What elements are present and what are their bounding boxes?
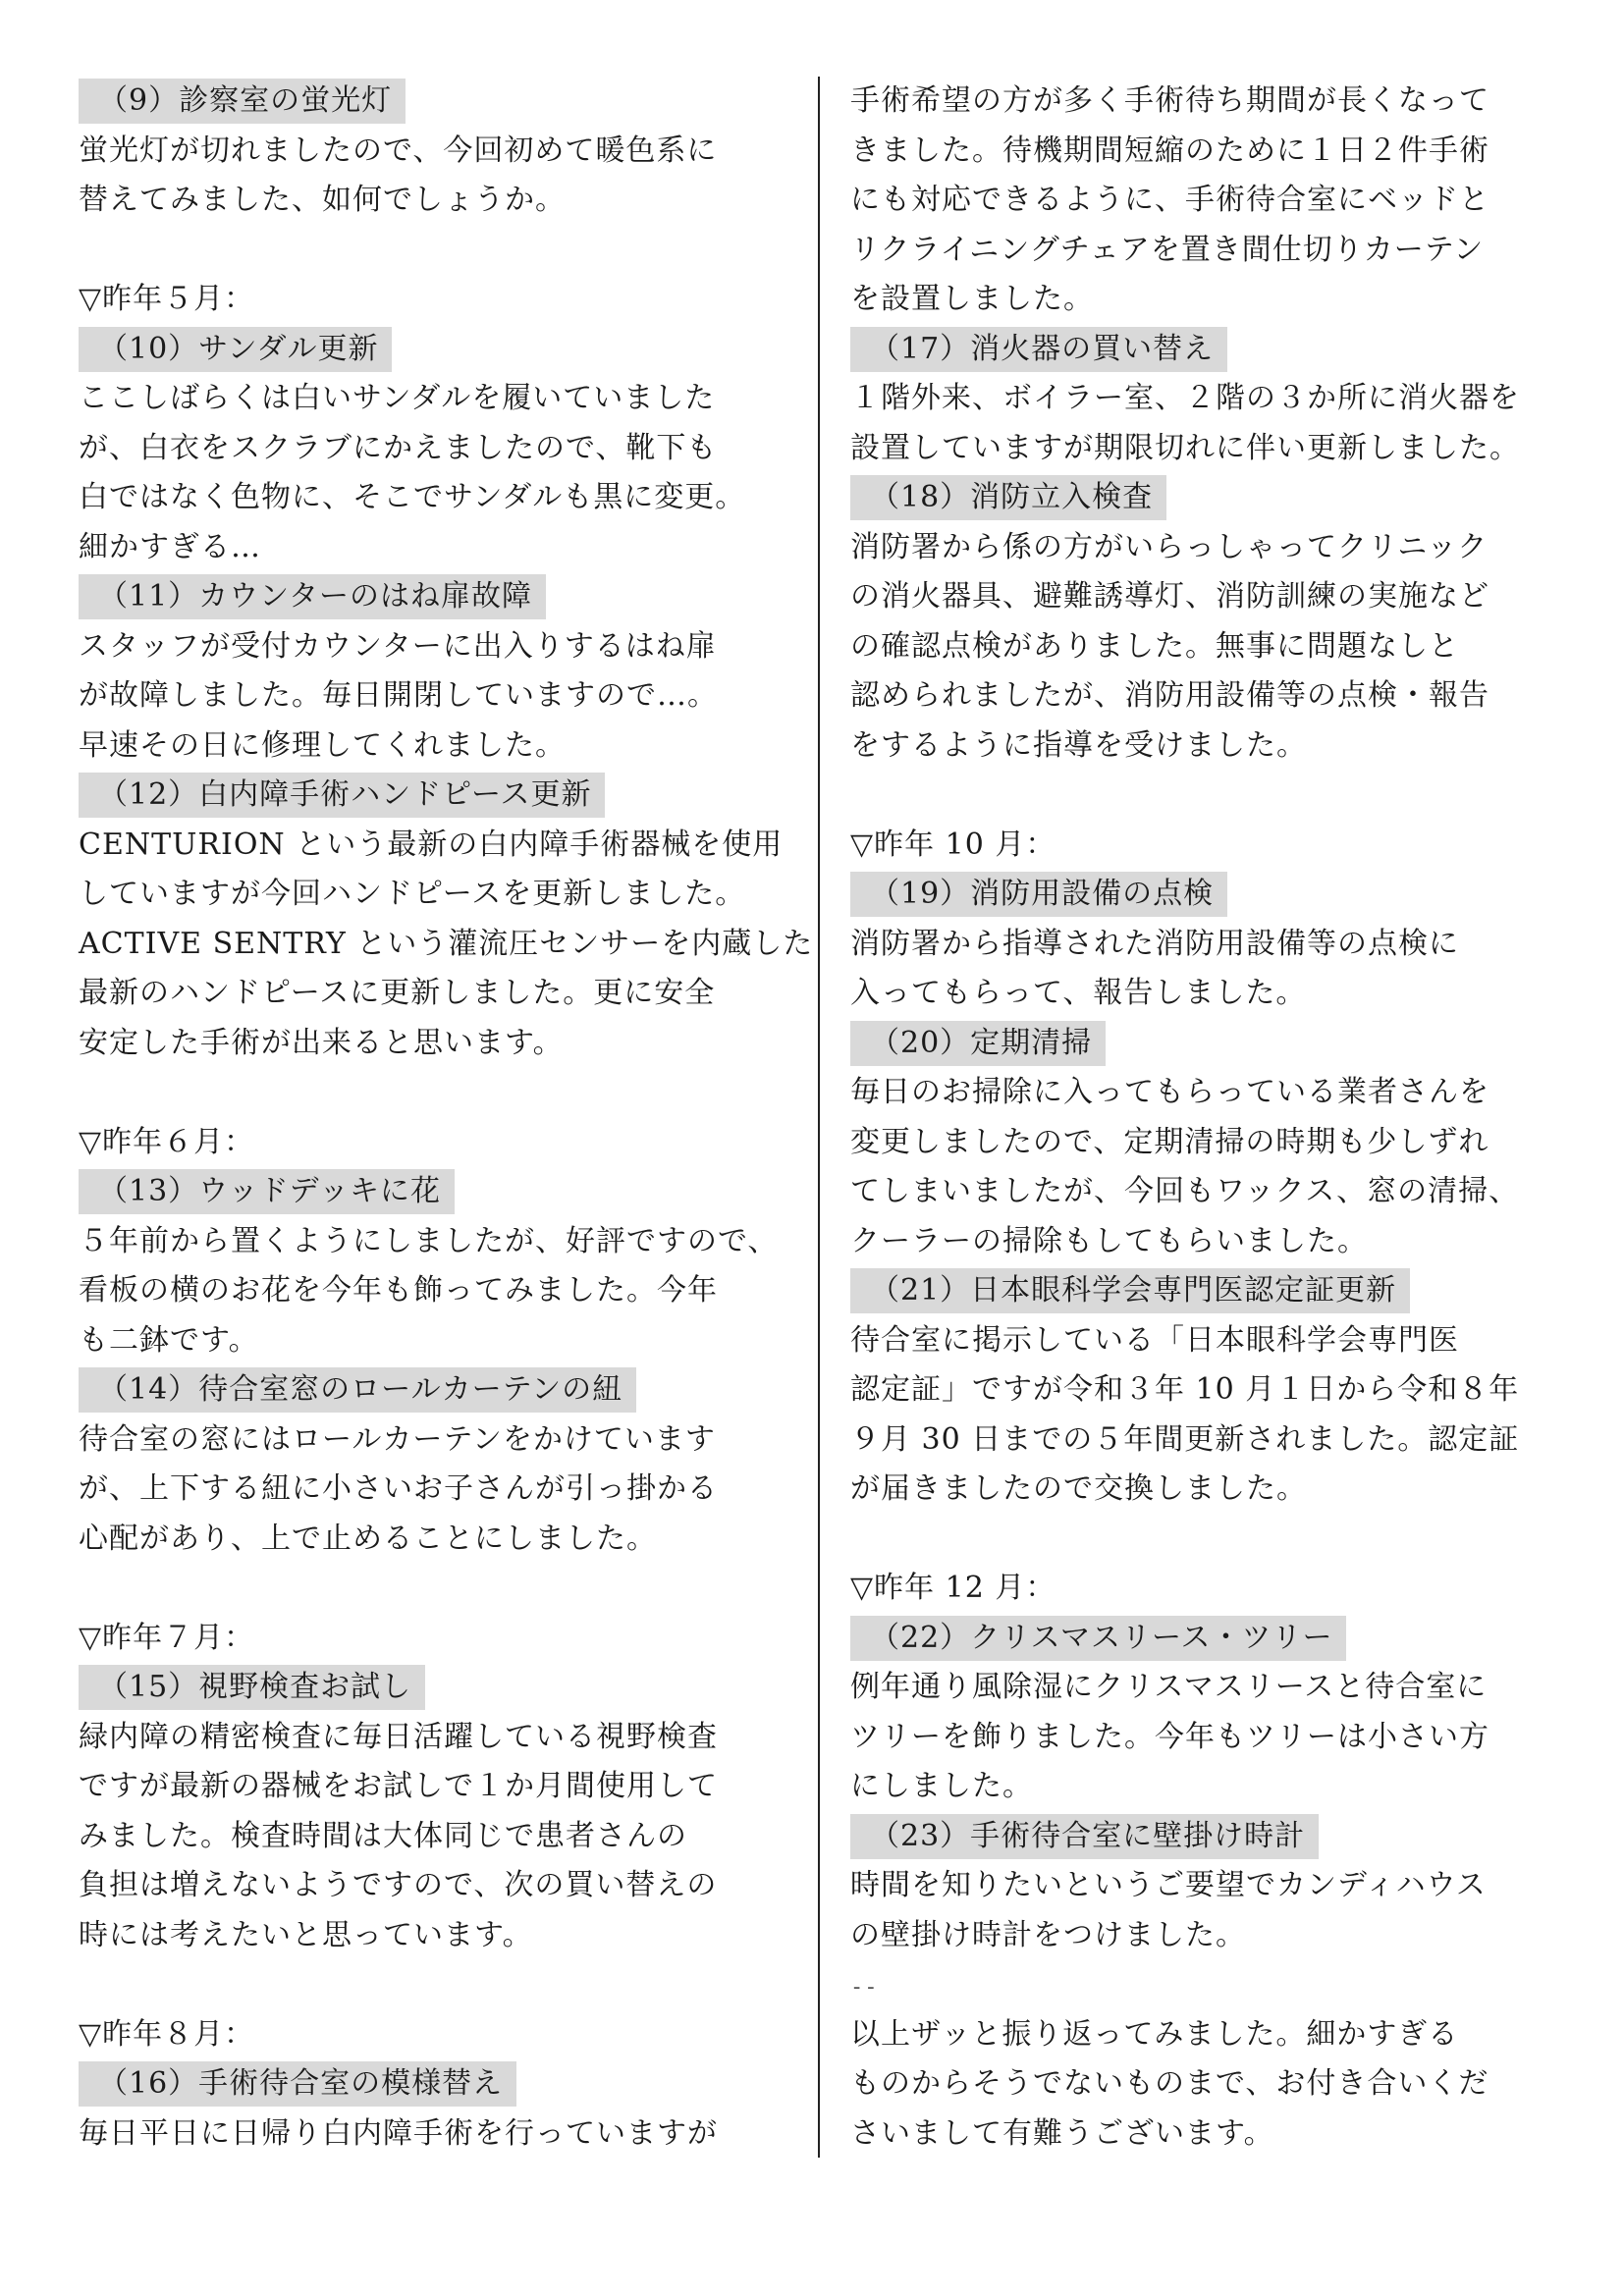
body-text: 消防署から指導された消防用設備等の点検に (850, 926, 1459, 961)
body-text: の消火器具、避難誘導灯、消防訓練の実施など (850, 579, 1489, 614)
section-heading: （13）ウッドデッキに花 (79, 1169, 455, 1214)
body-text-row (850, 1713, 1577, 1763)
blank-line (850, 1515, 1577, 1565)
body-text: 蛍光灯が切れましたので、今回初めて暖色系に (79, 133, 718, 168)
body-text-row (850, 226, 1577, 276)
body-text-row (850, 176, 1577, 226)
body-text: 設置していますが期限切れに伴い更新しました。 (850, 430, 1520, 465)
body-text: も二鉢です。 (79, 1322, 259, 1358)
body-text-row (79, 969, 795, 1019)
section-heading-row (79, 325, 795, 375)
body-text-row (79, 622, 795, 672)
body-text-row (79, 870, 795, 920)
body-text: 白ではなく色物に、そこでサンダルも黒に変更。 (79, 480, 746, 514)
month-header: ▽昨年５月： (79, 282, 255, 316)
body-text: 入ってもらって、報告しました。 (850, 976, 1307, 1010)
month-header-row (79, 275, 795, 325)
body-text: 待合室に掲示している「日本眼科学会専門医 (850, 1322, 1459, 1358)
left-column (79, 77, 814, 2159)
body-text-row (850, 1465, 1577, 1515)
body-text: していますが今回ハンドピースを更新しました。 (79, 877, 746, 911)
section-heading: （11）カウンターのはね扉故障 (79, 574, 546, 619)
body-text: 認定証」ですが令和３年 10 月１日から令和８年 (850, 1372, 1520, 1407)
body-text: をするように指導を受けました。 (850, 727, 1307, 763)
body-text-row (79, 1316, 795, 1366)
body-text: が故障しました。毎日開閉していますので…。 (79, 678, 718, 713)
section-heading-row (79, 2059, 795, 2109)
month-header-row (850, 821, 1577, 871)
body-text: 手術希望の方が多く手術待ち期間が長くなって (850, 83, 1489, 118)
body-text-row (79, 821, 795, 871)
body-text-row (79, 1911, 795, 1961)
body-text-row (850, 1316, 1577, 1366)
body-text: ですが最新の器械をお試しで１か月間使用して (79, 1769, 718, 1803)
body-text-row (850, 1663, 1577, 1713)
body-text-row (79, 1019, 795, 1069)
body-text-row (850, 572, 1577, 622)
body-text-row (850, 77, 1577, 127)
body-text: 時には考えたいと思っています。 (79, 1917, 533, 1952)
section-heading: （22）クリスマスリース・ツリー (850, 1616, 1346, 1661)
body-text-row (850, 1068, 1577, 1118)
body-text-row (79, 1515, 795, 1565)
body-text: 認められましたが、消防用設備等の点検・報告 (850, 678, 1489, 713)
body-text-row (79, 176, 795, 226)
body-text: が、白衣をスクラブにかえましたので、靴下も (79, 430, 718, 465)
blank-line (79, 226, 795, 276)
body-text: 時間を知りたいというご要望でカンディハウス (850, 1868, 1487, 1902)
blank-line (79, 1564, 795, 1614)
body-text-row (850, 1118, 1577, 1168)
body-text: 早速その日に修理してくれました。 (79, 727, 566, 763)
month-header-row (79, 2010, 795, 2060)
section-heading: （20）定期清掃 (850, 1021, 1106, 1066)
body-text-row (850, 622, 1577, 672)
section-heading: （19）消防用設備の点検 (850, 872, 1227, 917)
month-header: ▽昨年 12 月： (850, 1571, 1056, 1605)
section-heading: （14）待合室窓のロールカーテンの紐 (79, 1367, 636, 1413)
section-heading: （15）視野検査お試し (79, 1665, 425, 1710)
body-text-row (79, 671, 795, 721)
section-heading-row (850, 325, 1577, 375)
body-text: 細かすぎる… (79, 529, 261, 564)
body-text: ACTIVE SENTRY という灌流圧センサーを内蔵した (79, 926, 814, 961)
body-text: ものからそうでないものまで、お付き合いくだ (850, 2066, 1489, 2101)
body-text-row (79, 127, 795, 177)
section-heading: （23）手術待合室に壁掛け時計 (850, 1814, 1319, 1859)
body-text-row (79, 1812, 795, 1862)
body-text-row (850, 1365, 1577, 1415)
body-text-row (850, 1217, 1577, 1267)
body-text: 心配があり、上で止めることにしました。 (79, 1521, 657, 1556)
separator-row (850, 1960, 1577, 2010)
body-text: 替えてみました、如何でしょうか。 (79, 183, 566, 217)
body-text-row (79, 1861, 795, 1911)
body-text: の確認点検がありました。無事に問題なしと (850, 628, 1459, 664)
section-heading-row (850, 473, 1577, 523)
column-divider (818, 77, 820, 2158)
body-text-row (850, 671, 1577, 721)
right-column (850, 77, 1577, 2159)
section-heading: （16）手術待合室の模様替え (79, 2061, 516, 2107)
body-text-row (850, 374, 1577, 424)
body-text-row (79, 721, 795, 772)
body-text-row (850, 969, 1577, 1019)
body-text-row (79, 523, 795, 573)
month-header-row (79, 1614, 795, 1664)
month-header: ▽昨年８月： (79, 2016, 255, 2052)
section-heading-row (79, 1663, 795, 1713)
section-heading-row (79, 771, 795, 821)
body-text-row (850, 1911, 1577, 1961)
body-text: にも対応できるように、手術待合室にベッドと (850, 183, 1489, 217)
body-text-row (79, 374, 795, 424)
body-text: ５年前から置くようにしましたが、好評ですので、 (79, 1223, 779, 1258)
body-text: ９月 30 日までの５年間更新されました。認定証 (850, 1421, 1520, 1457)
blank-line (850, 771, 1577, 821)
body-text: ツリーを飾りました。今年もツリーは小さい方 (850, 1719, 1489, 1754)
body-text-row (79, 1415, 795, 1466)
body-text: 例年通り風除湿にクリスマスリースと待合室に (850, 1670, 1488, 1704)
blank-line (79, 1068, 795, 1118)
body-text: １階外来、ボイラー室、２階の３か所に消火器を (850, 381, 1520, 415)
body-text-row (79, 920, 814, 970)
section-heading: （21）日本眼科学会専門医認定証更新 (850, 1268, 1410, 1313)
body-text: てしまいましたが、今回もワックス、窓の清掃、 (850, 1174, 1520, 1208)
section-heading-row (850, 1266, 1577, 1316)
section-heading: （9）診察室の蛍光灯 (79, 79, 406, 124)
body-text: きました。待機期間短縮のために１日２件手術 (850, 133, 1489, 168)
section-heading-row (79, 572, 795, 622)
month-header-row (79, 1118, 795, 1168)
body-text: 変更しましたので、定期清掃の時期も少しずれ (850, 1124, 1489, 1159)
body-text-row (79, 1217, 795, 1267)
body-text: 待合室の窓にはロールカーテンをかけています (79, 1421, 716, 1457)
section-heading: （18）消防立入検査 (850, 475, 1166, 520)
body-text-row (850, 721, 1577, 772)
month-header: ▽昨年６月： (79, 1124, 255, 1159)
body-text: 看板の横のお花を今年も飾ってみました。今年 (79, 1273, 718, 1308)
body-text-row (79, 2109, 795, 2160)
body-text-row (850, 424, 1577, 474)
body-text: が、上下する紐に小さいお子さんが引っ掛かる (79, 1471, 718, 1506)
body-text: 緑内障の精密検査に毎日活躍している視野検査 (79, 1719, 718, 1754)
body-text-row (850, 1861, 1577, 1911)
body-text: にしました。 (850, 1769, 1033, 1803)
body-text: 最新のハンドピースに更新しました。更に安全 (79, 976, 716, 1010)
body-text: が届きましたので交換しました。 (850, 1471, 1307, 1506)
body-text: 毎日のお掃除に入ってもらっている業者さんを (850, 1075, 1489, 1109)
body-text: 負担は増えないようですので、次の買い替えの (79, 1868, 718, 1902)
body-text-row (850, 2109, 1577, 2160)
body-text-row (79, 1465, 795, 1515)
section-heading-row (79, 1167, 795, 1217)
body-text-row (850, 2010, 1577, 2060)
body-text: ここしばらくは白いサンダルを履いていました (79, 381, 716, 415)
section-heading: （10）サンダル更新 (79, 327, 392, 372)
separator: -- (850, 1975, 879, 2000)
body-text-row (850, 127, 1577, 177)
section-heading-row (850, 870, 1577, 920)
body-text-row (79, 1762, 795, 1812)
body-text: クーラーの掃除もしてもらいました。 (850, 1223, 1368, 1258)
body-text: の壁掛け時計をつけました。 (850, 1917, 1246, 1952)
section-heading: （12）白内障手術ハンドピース更新 (79, 773, 605, 818)
body-text: リクライニングチェアを置き間仕切りカーテン (850, 232, 1485, 267)
section-heading: （17）消火器の買い替え (850, 327, 1227, 372)
body-text-row (850, 523, 1577, 573)
section-heading-row (850, 1614, 1577, 1664)
section-heading-row (850, 1019, 1577, 1069)
body-text: CENTURION という最新の白内障手術器械を使用 (79, 827, 784, 862)
body-text-row (850, 2059, 1577, 2109)
month-header: ▽昨年７月： (79, 1620, 255, 1655)
body-text: スタッフが受付カウンターに出入りするはね扉 (79, 628, 717, 664)
body-text: を設置しました。 (850, 282, 1094, 316)
blank-line (79, 1960, 795, 2010)
month-header-row (850, 1564, 1577, 1614)
body-text-row (850, 1167, 1577, 1217)
body-text-row (850, 1762, 1577, 1812)
body-text-row (850, 920, 1577, 970)
body-text: 安定した手術が出来ると思います。 (79, 1025, 564, 1060)
section-heading-row (79, 1365, 795, 1415)
body-text: みました。検査時間は大体同じで患者さんの (79, 1818, 687, 1853)
month-header: ▽昨年 10 月： (850, 827, 1056, 862)
body-text-row (79, 1266, 795, 1316)
body-text-row (850, 1415, 1577, 1466)
body-text-row (79, 1713, 795, 1763)
body-text: 毎日平日に日帰り白内障手術を行っていますが (79, 2115, 718, 2151)
body-text-row (79, 424, 795, 474)
body-text: 以上ザッと振り返ってみました。細かすぎる (850, 2016, 1459, 2052)
body-text: 消防署から係の方がいらっしゃってクリニック (850, 529, 1489, 564)
body-text-row (79, 473, 795, 523)
body-text-row (850, 275, 1577, 325)
section-heading-row (79, 77, 795, 127)
body-text: さいまして有難うございます。 (850, 2115, 1274, 2151)
section-heading-row (850, 1812, 1577, 1862)
